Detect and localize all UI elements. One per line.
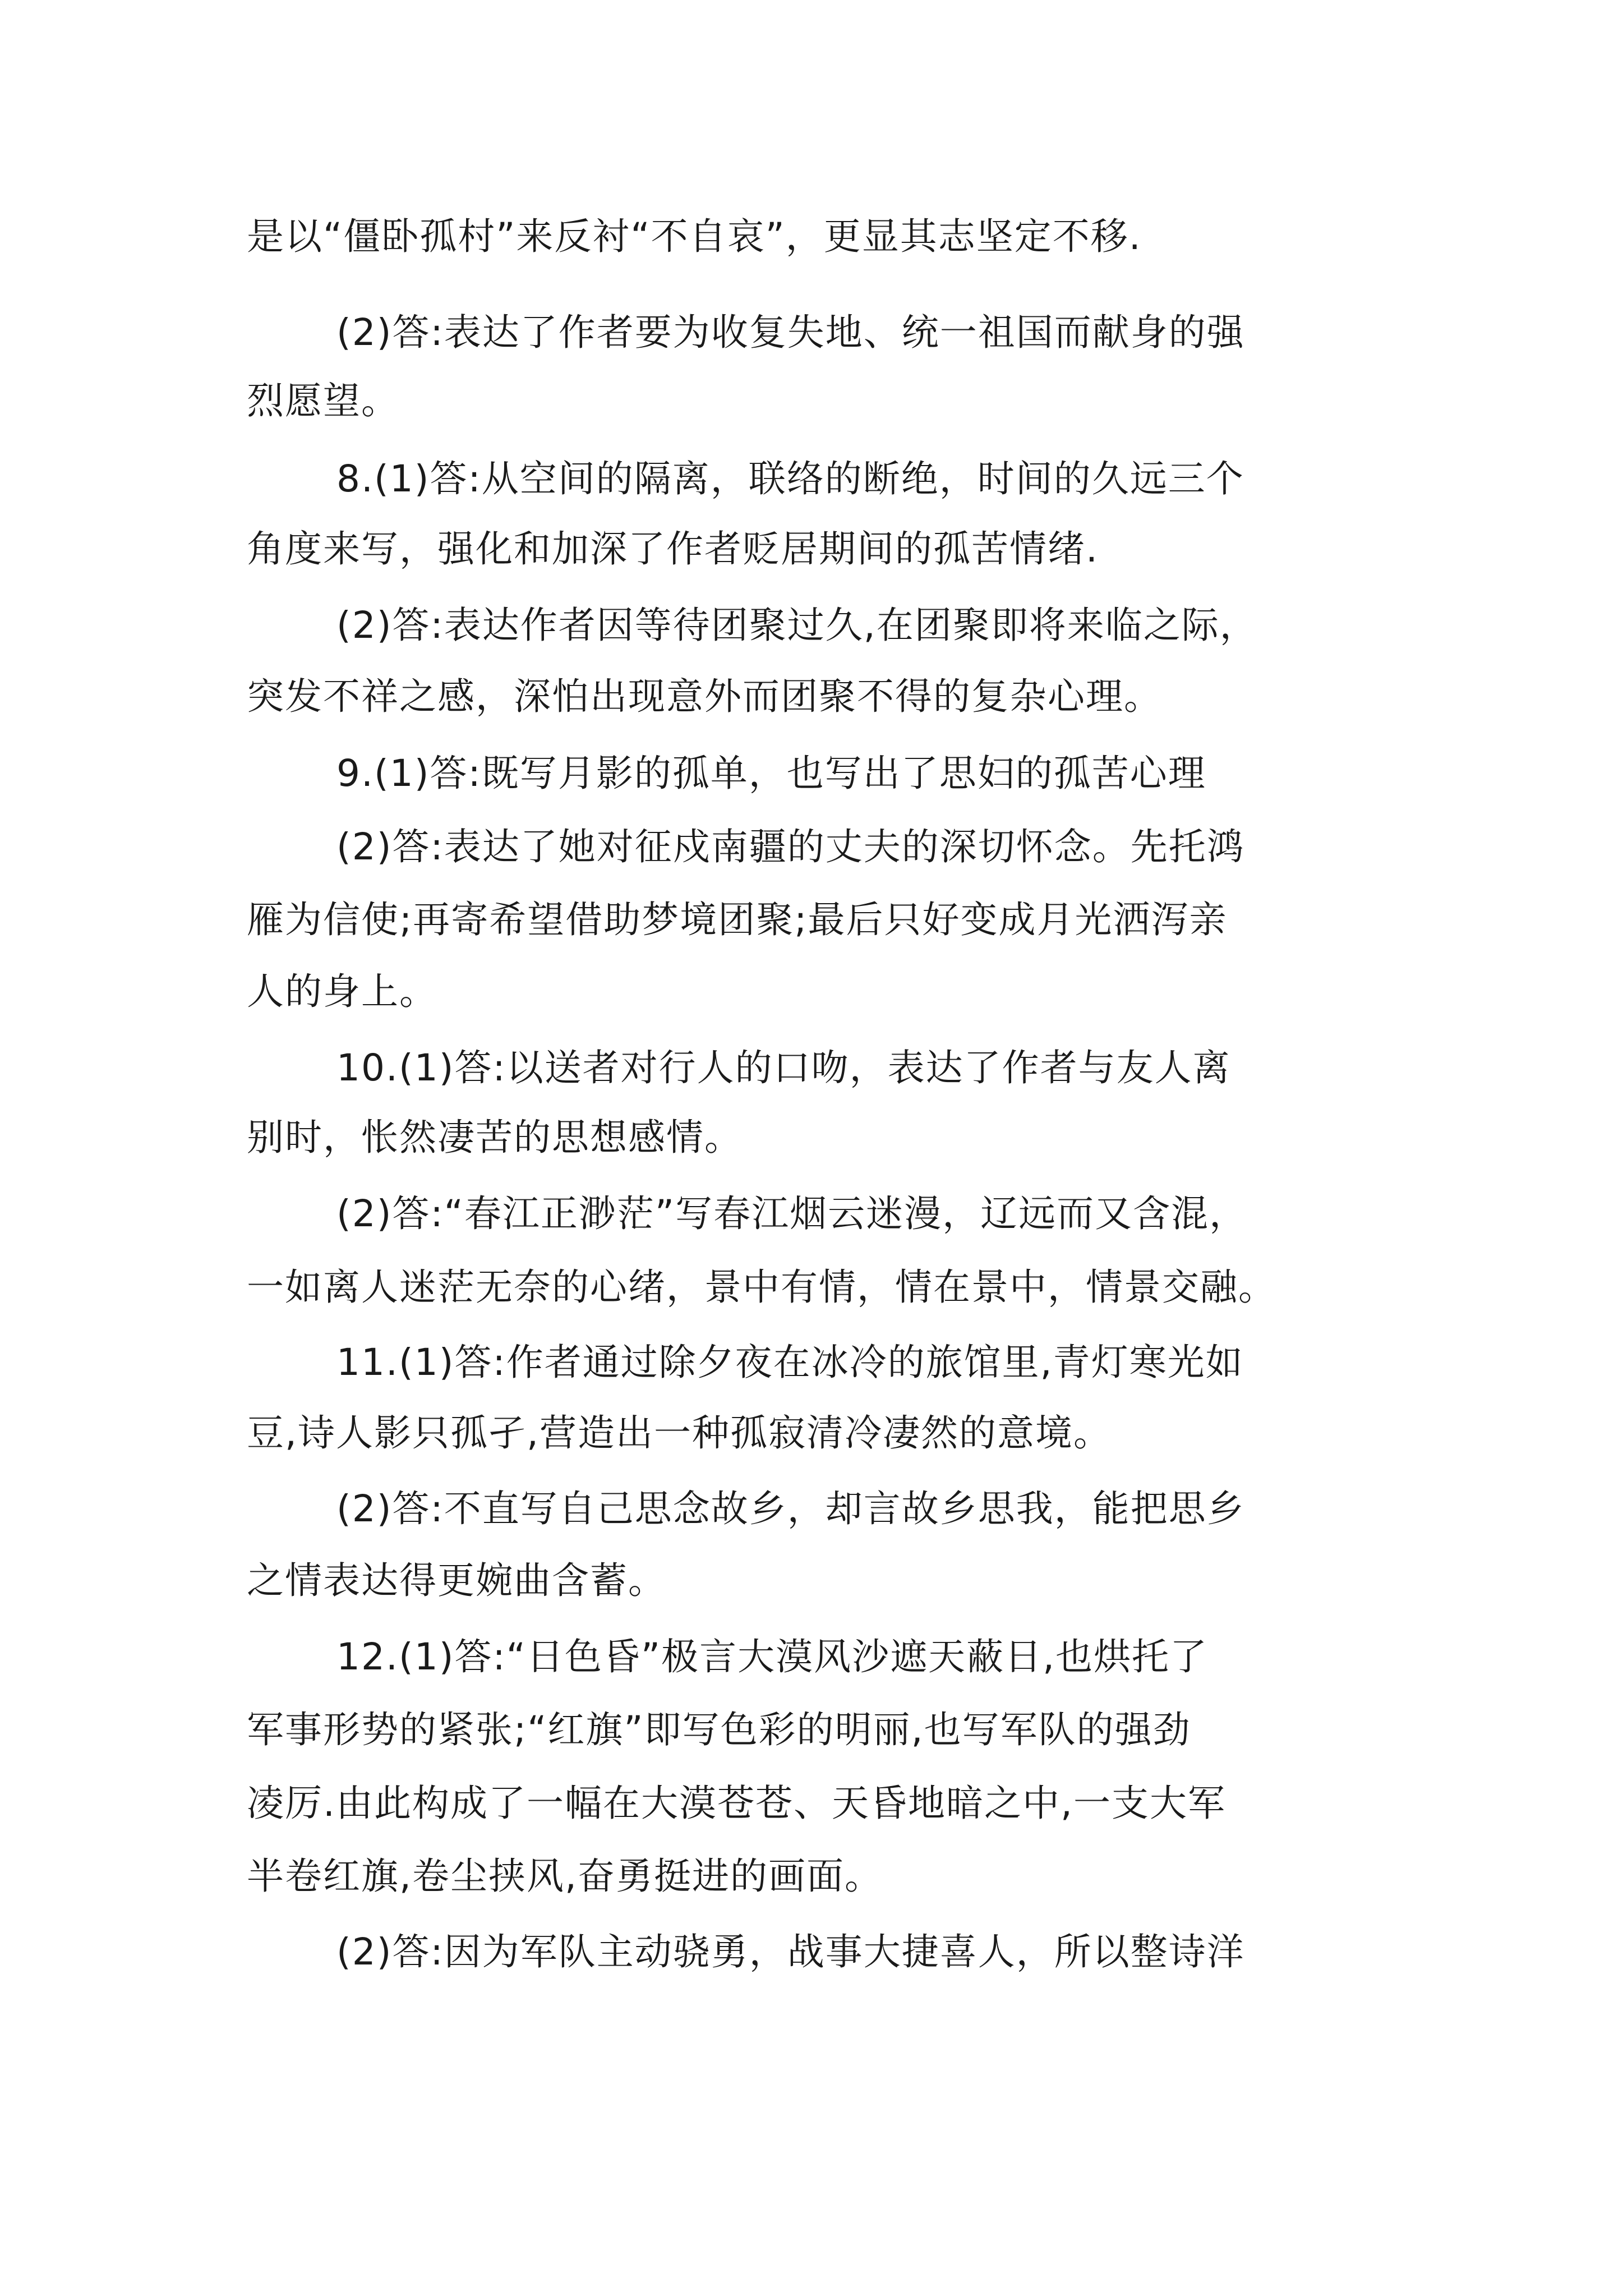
text-line: 9.(1)答:既写月影的孤单，也写出了思妇的孤苦心理 — [336, 752, 1206, 795]
text-line: (2)答:因为军队主动骁勇，战事大捷喜人，所以整诗洋 — [336, 1930, 1245, 1973]
text-line: 8.(1)答:从空间的隔离，联络的断绝，时间的久远三个 — [336, 457, 1244, 500]
text-line: 雁为信使;再寄希望借助梦境团聚;最后只好变成月光洒泻亲 — [247, 898, 1228, 941]
text-line: (2)答:表达了作者要为收复失地、统一祖国而献身的强 — [336, 311, 1245, 354]
text-line: 12.(1)答:“日色昏”极言大漠风沙遮天蔽日,也烘托了 — [336, 1635, 1209, 1678]
text-line: 凌厉.由此构成了一幅在大漠苍苍、天昏地暗之中,一支大军 — [247, 1782, 1226, 1825]
text-line: 别时，怅然凄苦的思想感情。 — [247, 1116, 743, 1159]
text-line: 半卷红旗,卷尘挟风,奋勇挺进的画面。 — [247, 1855, 883, 1898]
text-line: 人的身上。 — [247, 970, 437, 1013]
text-line: (2)答:表达了她对征戍南疆的丈夫的深切怀念。先托鸿 — [336, 825, 1245, 868]
text-line: 烈愿望。 — [247, 379, 399, 422]
text-line: 之情表达得更婉曲含蓄。 — [247, 1559, 666, 1602]
text-line: 豆,诗人影只孤孑,营造出一种孤寂清冷凄然的意境。 — [247, 1411, 1112, 1455]
text-line: (2)答:表达作者因等待团聚过久,在团聚即将来临之际， — [336, 604, 1258, 647]
text-line: 11.(1)答:作者通过除夕夜在冰冷的旅馆里,青灯寒光如 — [336, 1341, 1244, 1384]
text-line: 角度来写，强化和加深了作者贬居期间的孤苦情绪. — [247, 527, 1099, 570]
text-line: 突发不祥之感，深怕出现意外而团聚不得的复杂心理。 — [247, 675, 1162, 718]
text-line: 10.(1)答:以送者对行人的口吻，表达了作者与友人离 — [336, 1046, 1231, 1089]
text-line: (2)答:“春江正渺茫”写春江烟云迷漫，辽远而又含混， — [336, 1192, 1248, 1235]
text-line: (2)答:不直写自己思念故乡，却言故乡思我，能把思乡 — [336, 1487, 1245, 1530]
text-line: 一如离人迷茫无奈的心绪，景中有情，情在景中，情景交融。 — [247, 1266, 1276, 1309]
text-line: 军事形势的紧张;“红旗”即写色彩的明丽,也写军队的强劲 — [247, 1708, 1191, 1751]
text-line: 是以“僵卧孤村”来反衬“不自哀”，更显其志坚定不移. — [247, 215, 1142, 258]
